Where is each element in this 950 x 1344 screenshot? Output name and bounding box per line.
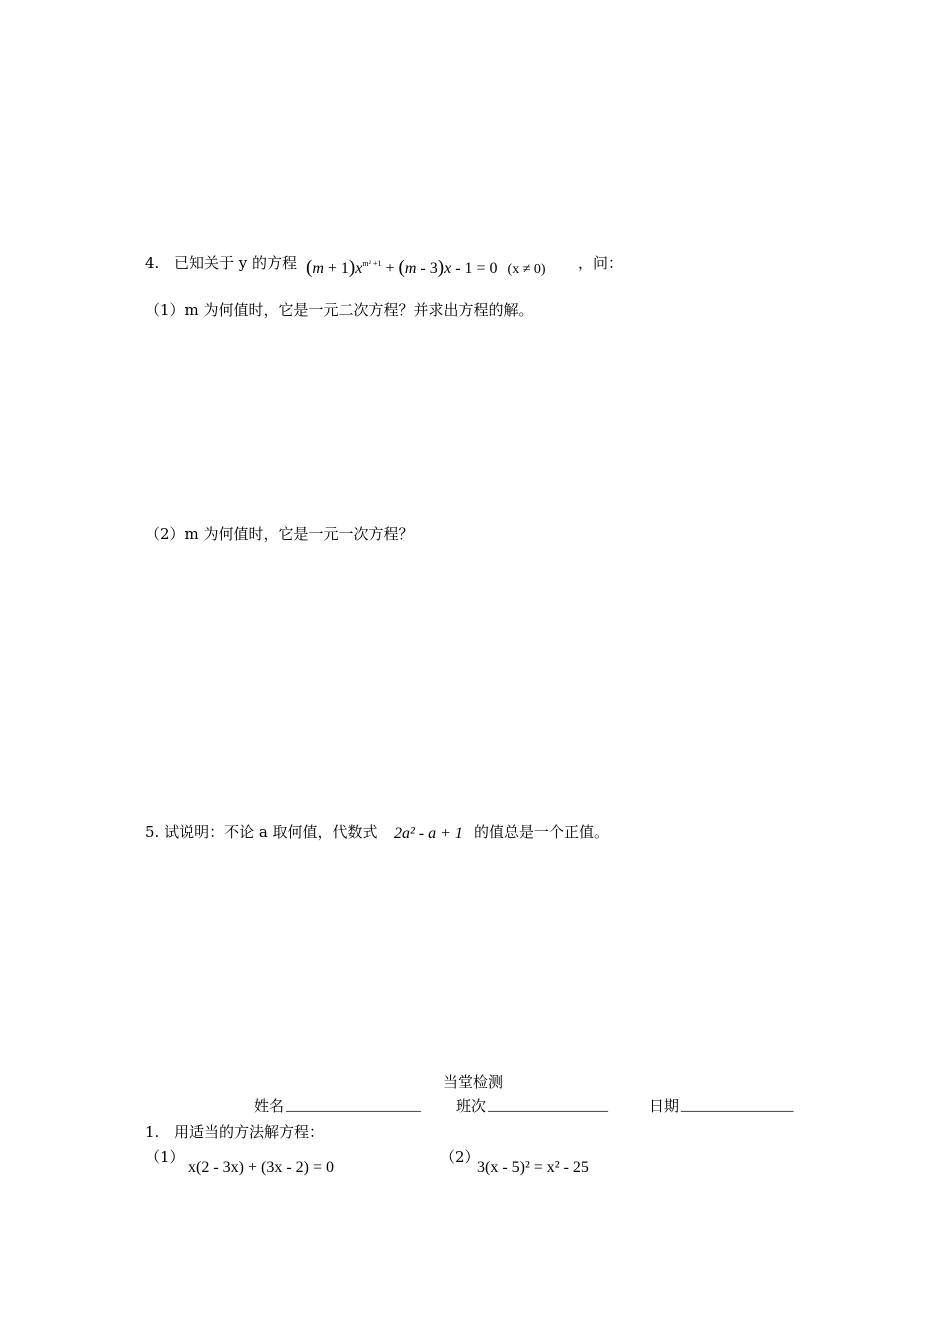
paren-close-2: )	[437, 257, 445, 278]
check-title: 当堂检测	[443, 1073, 504, 1091]
var-x: x	[355, 260, 363, 277]
date-blank: _______________	[681, 1098, 794, 1114]
condition: (x ≠ 0)	[507, 262, 546, 277]
exponent: m² +1	[362, 259, 382, 268]
check-q1-text: 用适当的方法解方程：	[174, 1123, 325, 1141]
paren-open-2: (	[398, 257, 405, 278]
plus-sign: +	[381, 260, 399, 277]
date-label: 日期	[649, 1097, 680, 1115]
name-label: 姓名	[254, 1097, 285, 1115]
minus-three: - 3	[416, 260, 438, 277]
q4-sub2: （2）m 为何值时，它是一元一次方程？	[145, 525, 414, 543]
name-blank: __________________	[286, 1098, 421, 1114]
equation-tail: - 1 = 0	[451, 260, 498, 277]
class-label: 班次	[456, 1097, 487, 1115]
paren-open: (	[306, 257, 313, 278]
problem-1-equation: x(2 - 3x) + (3x - 2) = 0	[188, 1159, 335, 1176]
q4-equation	[306, 258, 546, 277]
var-m-2: m	[404, 260, 417, 277]
paren-close: )	[348, 257, 356, 278]
q4-lead: 已知关于 y 的方程	[174, 254, 298, 272]
q5-expression: 2a² - a + 1	[394, 825, 463, 842]
class-blank: ________________	[488, 1098, 608, 1114]
q5-lead: 5. 试说明：不论 a 取何值，代数式	[145, 823, 378, 841]
q4-ask: ，问：	[578, 254, 624, 272]
problem-2-label: （2）	[440, 1148, 480, 1166]
var-m: m	[312, 260, 324, 277]
q5-tail: 的值总是一个正值。	[474, 823, 610, 841]
plus-one: + 1	[323, 260, 349, 277]
var-x-2: x	[444, 260, 452, 277]
check-q1-number: 1.	[145, 1123, 160, 1141]
q4-number: 4.	[145, 254, 160, 272]
q4-sub1: （1）m 为何值时，它是一元二次方程？并求出方程的解。	[145, 301, 534, 319]
problem-2-equation: 3(x - 5)² = x² - 25	[477, 1159, 589, 1176]
problem-1-label: （1）	[145, 1148, 185, 1166]
